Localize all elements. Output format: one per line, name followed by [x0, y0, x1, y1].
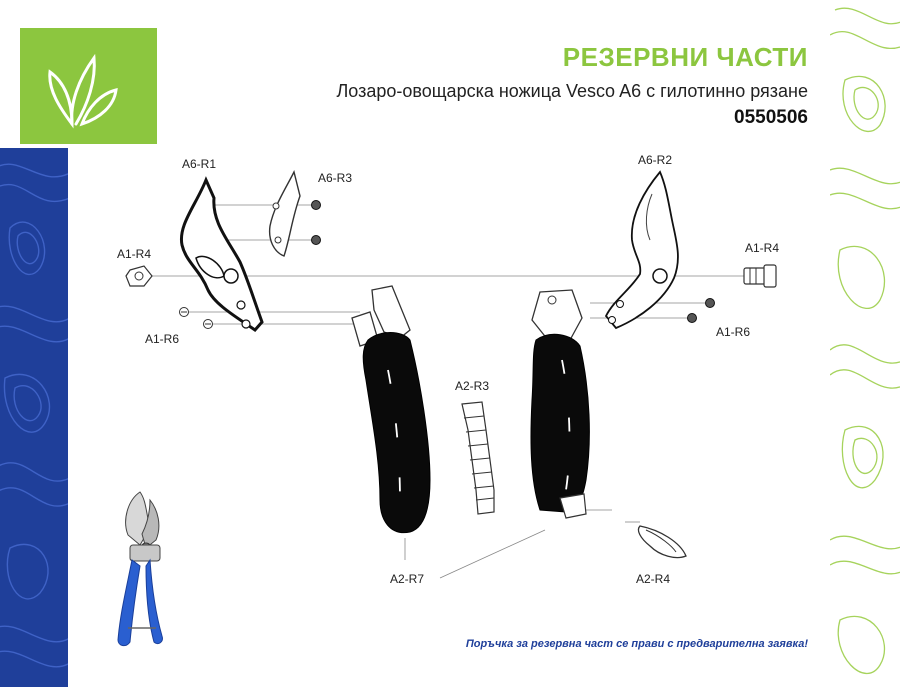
part-a1-r6-screws-right [688, 299, 715, 323]
part-a6-r3-anvil [270, 172, 300, 256]
label-a1-r4-left: A1-R4 [117, 247, 152, 261]
label-a1-r6-right: A1-R6 [716, 325, 751, 339]
label-a6-r3: A6-R3 [318, 171, 353, 185]
part-a1-r6-screws-left [180, 308, 213, 329]
part-a1-r4-bolt-right [744, 265, 776, 287]
order-note: Поръчка за резервна част се прави с предварителна заявка! [465, 638, 808, 650]
product-code: 0550506 [734, 107, 808, 128]
part-a2-r4-latch [638, 526, 686, 558]
label-a6-r2: A6-R2 [638, 153, 673, 167]
label-a1-r4-right: A1-R4 [745, 241, 780, 255]
part-a1-r4-nut-left [126, 266, 152, 286]
label-a2-r4: A2-R4 [636, 572, 671, 586]
label-a1-r6-left: A1-R6 [145, 332, 180, 346]
part-a2-r3-spring [462, 402, 494, 514]
product-subtitle: Лозаро-овощарска ножица Vesco A6 с гилотинно рязане [336, 81, 808, 101]
label-a2-r7: A2-R7 [390, 572, 425, 586]
pruning-shears-icon [118, 492, 162, 646]
page-title: РЕЗЕРВНИ ЧАСТИ [562, 42, 808, 72]
a6-r3-screws [312, 201, 321, 245]
part-a6-r2-blade [606, 172, 678, 328]
part-left-handle [352, 286, 430, 533]
part-right-handle [531, 290, 589, 518]
part-a6-r1-blade [181, 180, 262, 330]
label-a6-r1: A6-R1 [182, 157, 217, 171]
label-a2-r3: A2-R3 [455, 379, 490, 393]
